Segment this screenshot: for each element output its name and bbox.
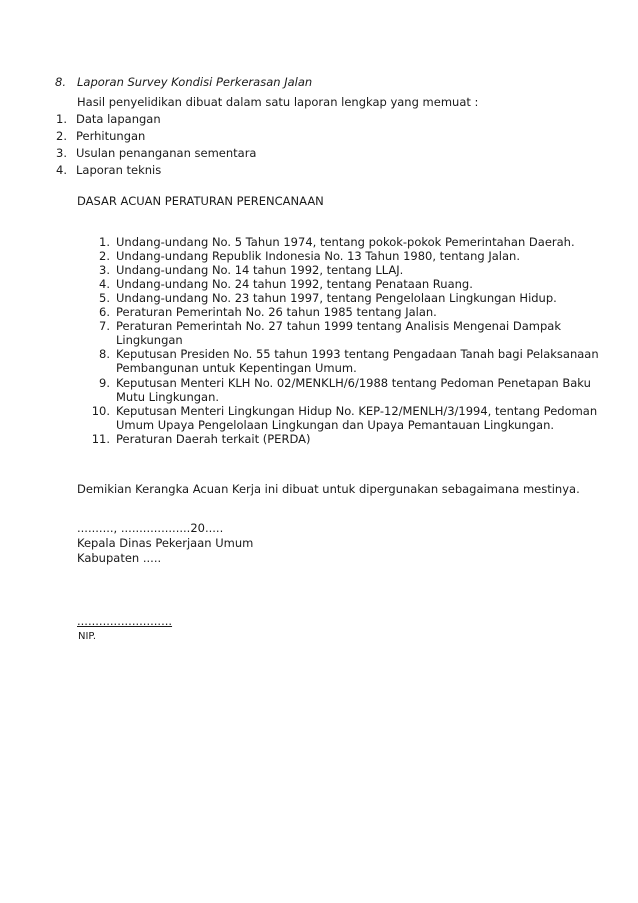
list-item-line: Lingkungan [116,333,183,347]
list-item: Perhitungan [76,129,146,143]
list-item-number: 7. [99,319,110,333]
list-item: Peraturan Daerah terkait (PERDA) [116,432,311,446]
list-item-number: 5. [99,291,110,305]
list-item: Peraturan Pemerintah No. 26 tahun 1985 tentang Jalan. [116,305,437,319]
list-item: Data lapangan [76,112,161,126]
list-item-line: Keputusan Presiden No. 55 tahun 1993 tentang Pengadaan Tanah bagi Pelaksanaan [116,347,599,361]
list-item: Undang-undang Republik Indonesia No. 13 Tahun 1980, tentang Jalan. [116,249,520,263]
list-item-number: 1. [56,112,67,126]
list-item: Laporan teknis [76,163,162,177]
list-item: Undang-undang No. 5 Tahun 1974, tentang pokok-pokok Pemerintahan Daerah. [116,235,575,249]
list-item-number: 10. [91,404,110,418]
list-item: Undang-undang No. 24 tahun 1992, tentang Penataan Ruang. [116,277,473,291]
list-item-number: 3. [99,263,110,277]
list-item-line: Pembangunan untuk Kepentingan Umum. [116,361,357,375]
signatory-position: Kepala Dinas Pekerjaan Umum [77,536,254,550]
section-intro: Hasil penyelidikan dibuat dalam satu laporan lengkap yang memuat : [77,95,479,109]
list-item-number: 6. [99,305,110,319]
list-item-line: Peraturan Pemerintah No. 27 tahun 1999 tentang Analisis Mengenai Dampak [116,319,561,333]
list-item-line: Keputusan Menteri KLH No. 02/MENKLH/6/1988 tentang Pedoman Penetapan Baku [116,376,591,390]
nip-label: NIP. [78,631,97,642]
list-item-line: Mutu Lingkungan. [116,390,220,404]
signatory-name-line: .......................... [77,614,173,628]
signatory-region: Kabupaten ..... [77,551,162,565]
list-item-line: Umum Upaya Pengelolaan Lingkungan dan Upaya Pemantauan Lingkungan. [116,418,555,432]
list-item-number: 2. [99,249,110,263]
section-title: Laporan Survey Kondisi Perkerasan Jalan [77,75,313,89]
list-item-number: 9. [99,376,110,390]
list-item-number: 11. [91,432,110,446]
list-item: Undang-undang No. 23 tahun 1997, tentang Pengelolaan Lingkungan Hidup. [116,291,557,305]
list-item-number: 4. [99,277,110,291]
list-item-line: Keputusan Menteri Lingkungan Hidup No. KEP-12/MENLH/3/1994, tentang Pedoman [116,404,598,418]
list-item: Undang-undang No. 14 tahun 1992, tentang LLAJ. [116,263,404,277]
list-item: Usulan penanganan sementara [76,146,257,160]
list-item-number: 1. [99,235,110,249]
list-item-number: 3. [56,146,67,160]
section-heading: DASAR ACUAN PERATURAN PERENCANAAN [77,194,324,208]
list-item-number: 4. [56,163,67,177]
section-number: 8. [55,75,66,89]
list-item-number: 8. [99,347,110,361]
list-item-number: 2. [56,129,67,143]
place-date: .........., ...................20..... [77,521,224,535]
closing-paragraph: Demikian Kerangka Acuan Kerja ini dibuat untuk dipergunakan sebagaimana mestinya. [77,482,580,496]
